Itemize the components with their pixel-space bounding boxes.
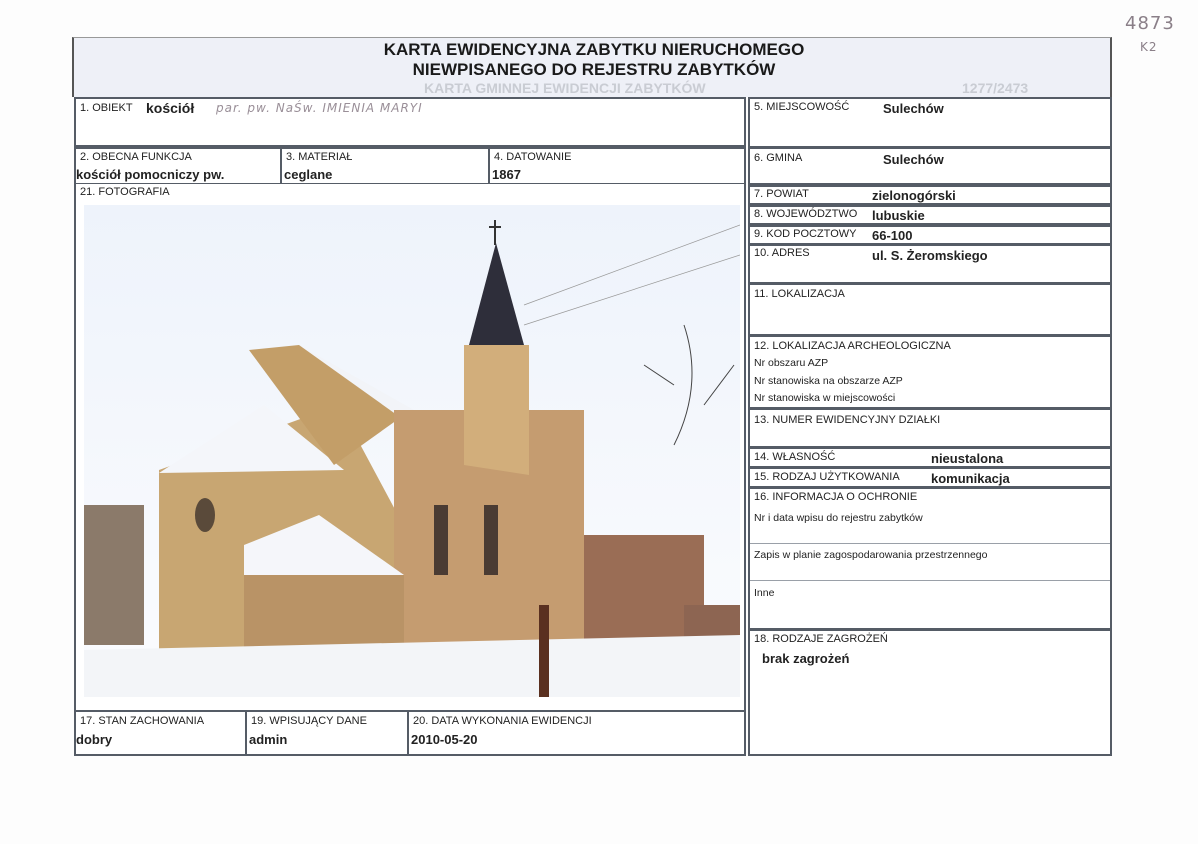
- label: 12. LOKALIZACJA ARCHEOLOGICZNA: [754, 340, 951, 352]
- label: 7. POWIAT: [754, 188, 809, 200]
- arch-line-azp: Nr obszaru AZP: [754, 357, 829, 369]
- label: 5. MIEJSCOWOŚĆ: [754, 101, 850, 113]
- value: lubuskie: [872, 208, 925, 223]
- divider: [750, 580, 1110, 581]
- label: 15. RODZAJ UŻYTKOWANIA: [754, 471, 900, 483]
- value: 66-100: [872, 228, 913, 243]
- value: 1867: [492, 167, 521, 182]
- label: 6. GMINA: [754, 152, 803, 164]
- divider: [750, 543, 1110, 544]
- label: 14. WŁASNOŚĆ: [754, 451, 836, 463]
- label: 19. WPISUJĄCY DANE: [251, 715, 367, 727]
- label: 11. LOKALIZACJA: [754, 288, 845, 300]
- label: 2. OBECNA FUNKCJA: [80, 151, 192, 163]
- arch-line-stanowisko-miejscowosc: Nr stanowiska w miejscowości: [754, 392, 896, 404]
- label: 21. FOTOGRAFIA: [80, 186, 170, 198]
- title-line-1: KARTA EWIDENCYJNA ZABYTKU NIERUCHOMEGO: [383, 40, 805, 59]
- label: 1. OBIEKT: [80, 102, 133, 114]
- field-powiat: [748, 185, 1112, 205]
- ghost-title: KARTA GMINNEJ EWIDENCJI ZABYTKÓW: [424, 80, 706, 96]
- label: 8. WOJEWÓDZTWO: [754, 208, 858, 220]
- field-gmina: [748, 147, 1112, 185]
- field-obiekt: [74, 97, 746, 147]
- ochrona-inne: Inne: [754, 587, 775, 599]
- label: 16. INFORMACJA O OCHRONIE: [754, 491, 918, 503]
- value: ceglane: [284, 167, 333, 182]
- value: Sulechów: [883, 152, 944, 167]
- field-adres: [748, 244, 1112, 284]
- field-material: [280, 147, 490, 185]
- handwritten-initials: K2: [1140, 40, 1158, 54]
- value: brak zagrożeń: [762, 651, 850, 666]
- field-wlasnosc: [748, 447, 1112, 468]
- handwritten-value: par. pw. NaŚw. IMIENIA MARYI: [216, 101, 423, 115]
- value: admin: [249, 732, 288, 747]
- ghost-number: 1277/2473: [962, 80, 1029, 96]
- handwritten-number: 4873: [1125, 13, 1175, 34]
- field-ochrona: [748, 487, 1112, 630]
- church-photo: [84, 205, 740, 697]
- value: dobry: [76, 732, 113, 747]
- label: 13. NUMER EWIDENCYJNY DZIAŁKI: [754, 414, 941, 426]
- field-zagrozenia: [748, 629, 1112, 756]
- field-lokalizacja-archeologiczna: [748, 335, 1112, 409]
- arch-line-stanowisko-azp: Nr stanowiska na obszarze AZP: [754, 375, 903, 387]
- value: nieustalona: [931, 451, 1004, 466]
- value: kościół pomocniczy pw.: [76, 167, 225, 182]
- field-fotografia: [74, 184, 746, 712]
- field-data: [407, 710, 746, 756]
- value: zielonogórski: [872, 188, 956, 203]
- field-dzialka: [748, 408, 1112, 448]
- field-datowanie: [488, 147, 746, 185]
- field-wpisujacy: [245, 710, 409, 756]
- field-uzytkowanie: [748, 467, 1112, 488]
- field-lokalizacja: [748, 283, 1112, 336]
- value: komunikacja: [931, 471, 1010, 486]
- label: 3. MATERIAŁ: [286, 151, 353, 163]
- field-miejscowosc: [748, 97, 1112, 148]
- label: 18. RODZAJE ZAGROŻEŃ: [754, 633, 888, 645]
- field-stan: [74, 710, 247, 756]
- field-funkcja: [74, 147, 282, 185]
- label: 9. KOD POCZTOWY: [754, 228, 857, 240]
- field-kod-pocztowy: [748, 225, 1112, 245]
- value: Sulechów: [883, 101, 944, 116]
- ochrona-rejestr: Nr i data wpisu do rejestru zabytków: [754, 512, 923, 524]
- header-band: [72, 37, 1112, 97]
- value: kościół: [146, 100, 195, 116]
- ochrona-plan: Zapis w planie zagospodarowania przestrzennego: [754, 549, 988, 561]
- label: 4. DATOWANIE: [494, 151, 572, 163]
- value: ul. S. Żeromskiego: [872, 248, 988, 263]
- value: 2010-05-20: [411, 732, 478, 747]
- field-wojewodztwo: [748, 205, 1112, 225]
- label: 20. DATA WYKONANIA EWIDENCJI: [413, 715, 592, 727]
- label: 17. STAN ZACHOWANIA: [80, 715, 205, 727]
- title-line-2: NIEWPISANEGO DO REJESTRU ZABYTKÓW: [412, 60, 776, 79]
- label: 10. ADRES: [754, 247, 810, 259]
